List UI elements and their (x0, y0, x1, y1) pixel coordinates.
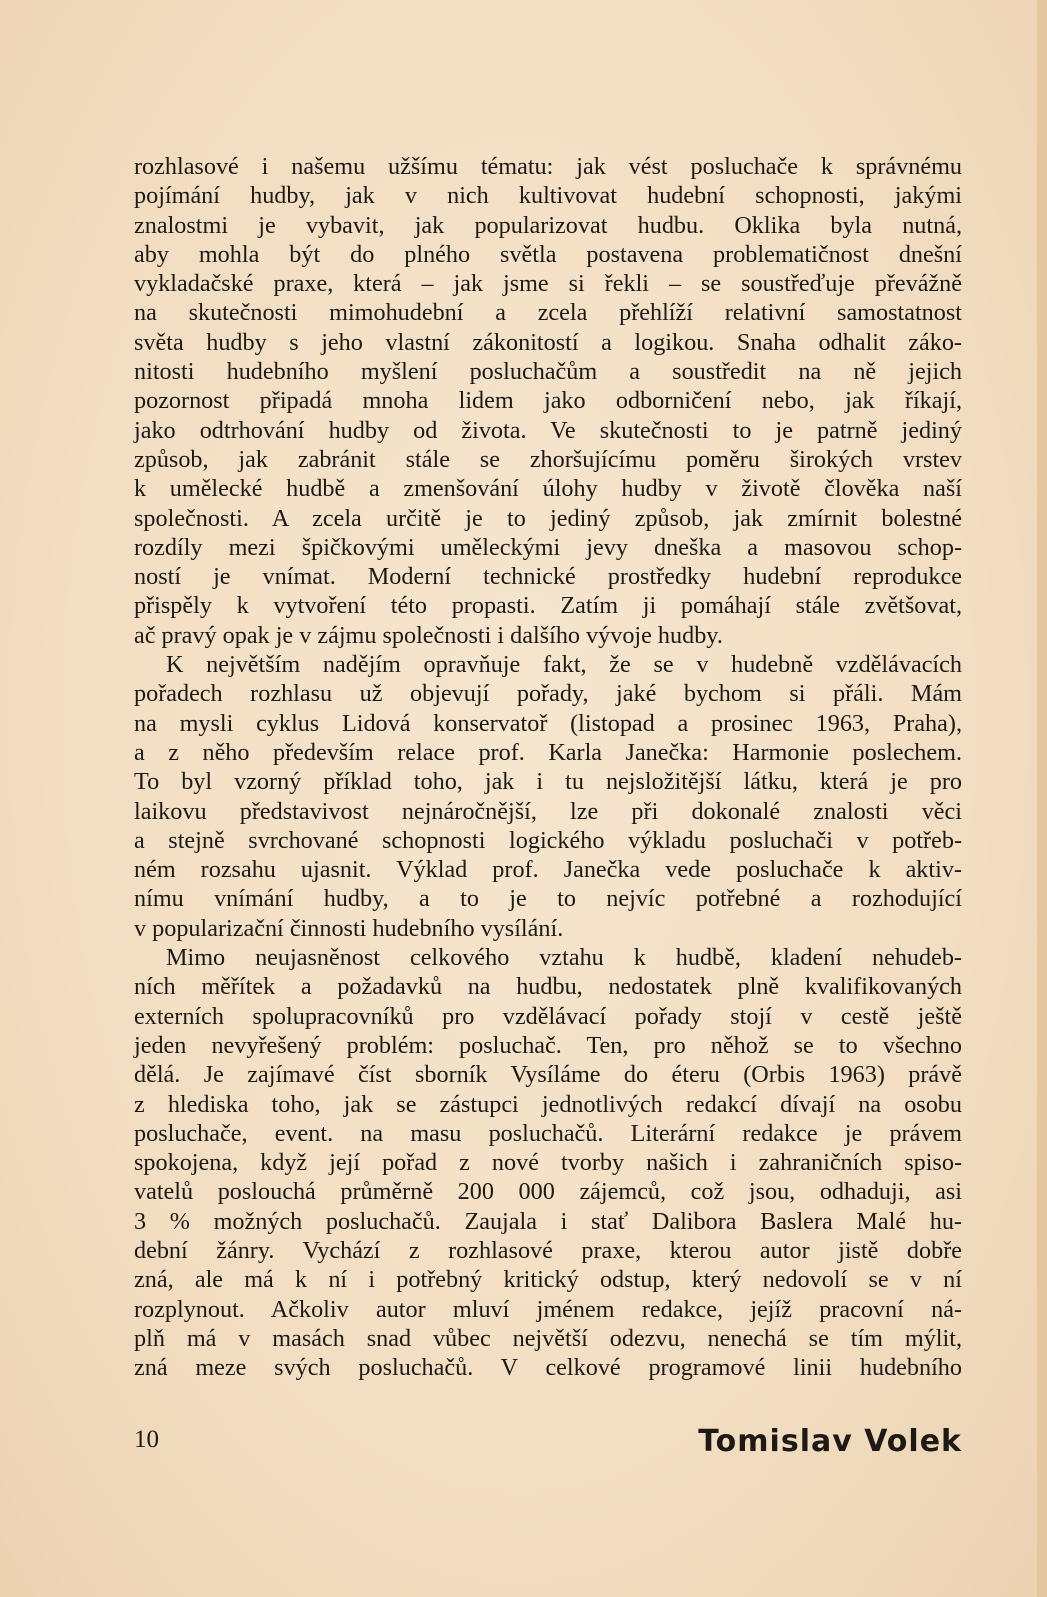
text-line: K největším nadějím opravňuje fakt, že se v hudebně vzdělávacích (166, 651, 962, 679)
text-line: rozhlasové i našemu užšímu tématu: jak vést posluchače k správnému (134, 153, 962, 180)
text-line: zná, ale má k ní i potřebný kritický odstup, který nedovolí se v ní (134, 1266, 962, 1294)
text-line: přispěly k vytvoření této propasti. Zatím ji pomáhají stále zvětšovat, (134, 592, 962, 620)
text-line: společnosti. A zcela určitě je to jediný způsob, jak zmírnit bolestné (134, 504, 962, 532)
text-line: To byl vzorný příklad toho, jak i tu nejsložitější látku, která je pro (134, 768, 962, 796)
text-line: znalostmi je vybavit, jak popularizovat hudbu. Oklika byla nutná, (134, 211, 962, 239)
text-line: externích spolupracovníků pro vzdělávací pořady stojí v cestě ještě (134, 1002, 962, 1030)
text-line: ních měřítek a požadavků na hudbu, nedostatek plně kvalifikovaných (134, 973, 962, 1001)
text-line: jako odtrhování hudby od života. Ve skutečnosti to je patrně jediný (134, 416, 962, 444)
text-line: aby mohla být do plného světla postavena problematičnost dnešní (134, 240, 962, 268)
text-line: spokojena, když její pořad z nové tvorby našich i zahraničních spiso- (134, 1149, 962, 1177)
page-footer (134, 1424, 962, 1464)
text-line: rozdíly mezi špičkovými uměleckými jevy dneška a masovou schop- (134, 533, 962, 561)
body-text (134, 152, 962, 1382)
text-line: pořadech rozhlasu už objevují pořady, jaké bychom si přáli. Mám (134, 680, 962, 708)
page-number: 10 (134, 1426, 159, 1453)
text-line: ném rozsahu ujasnit. Výklad prof. Janečka vede posluchače k aktiv- (134, 856, 962, 884)
text-line: a stejně svrchované schopnosti logického výkladu posluchači v potřeb- (134, 826, 962, 854)
text-line: z hlediska toho, jak se zástupci jednotlivých redakcí dívají na osobu (134, 1090, 962, 1118)
text-line: Mimo neujasněnost celkového vztahu k hudbě, kladení nehudeb- (166, 944, 962, 972)
text-line: pozornost připadá mnoha lidem jako odborničení nebo, jak říkají, (134, 387, 962, 415)
text-line: zná meze svých posluchačů. V celkové programové linii hudebního (134, 1354, 962, 1382)
text-line: jeden nevyřešený problém: posluchač. Ten, pro něhož se to všechno (134, 1031, 962, 1059)
text-line: světa hudby s jeho vlastní zákonitostí a logikou. Snaha odhalit záko- (134, 328, 962, 356)
text-line: na skutečnosti mimohudební a zcela přehlíží relativní samostatnost (134, 299, 962, 327)
text-line: ač pravý opak je v zájmu společnosti i dalšího vývoje hudby. (134, 621, 723, 649)
text-line: v popularizační činnosti hudebního vysílání. (134, 914, 564, 942)
text-line: nímu vnímání hudby, a to je to nejvíc potřebné a rozhodující (134, 885, 962, 913)
text-line: ností je vnímat. Moderní technické prostředky hudební reprodukce (134, 563, 962, 591)
text-line: na mysli cyklus Lidová konservatoř (listopad a prosinec 1963, Praha), (134, 709, 962, 737)
text-line: vatelů poslouchá průměrně 200 000 zájemců, což jsou, odhaduji, asi (134, 1178, 962, 1206)
text-line: dělá. Je zajímavé číst sborník Vysíláme do éteru (Orbis 1963) právě (134, 1061, 962, 1089)
text-line: k umělecké hudbě a zmenšování úlohy hudby v životě člověka naší (134, 475, 962, 503)
text-line: nitosti hudebního myšlení posluchačům a soustředit na ně jejich (134, 358, 962, 386)
author-name: Tomislav Volek (698, 1424, 962, 1459)
text-line: způsob, jak zabránit stále se zhoršujícímu poměru širokých vrstev (134, 445, 962, 473)
text-line: a z něho především relace prof. Karla Janečka: Harmonie poslechem. (134, 738, 962, 766)
text-line: 3 % možných posluchačů. Zaujala i stať Dalibora Baslera Malé hu- (134, 1207, 962, 1235)
text-line: vykladačské praxe, která – jak jsme si řekli – se soustřeďuje převážně (134, 270, 962, 298)
text-line: rozplynout. Ačkoliv autor mluví jménem redakce, jejíž pracovní ná- (134, 1295, 962, 1323)
text-line: pojímání hudby, jak v nich kultivovat hudební schopnosti, jakými (134, 182, 962, 210)
text-line: posluchače, event. na masu posluchačů. Literární redakce je právem (134, 1119, 962, 1147)
text-line: dební žánry. Vychází z rozhlasové praxe, kterou autor jistě dobře (134, 1236, 962, 1264)
text-line: laikovu představivost nejnáročnější, lze při dokonalé znalosti věci (134, 797, 962, 825)
text-line: plň má v masách snad vůbec největší odezvu, nenechá se tím mýlit, (134, 1324, 962, 1352)
